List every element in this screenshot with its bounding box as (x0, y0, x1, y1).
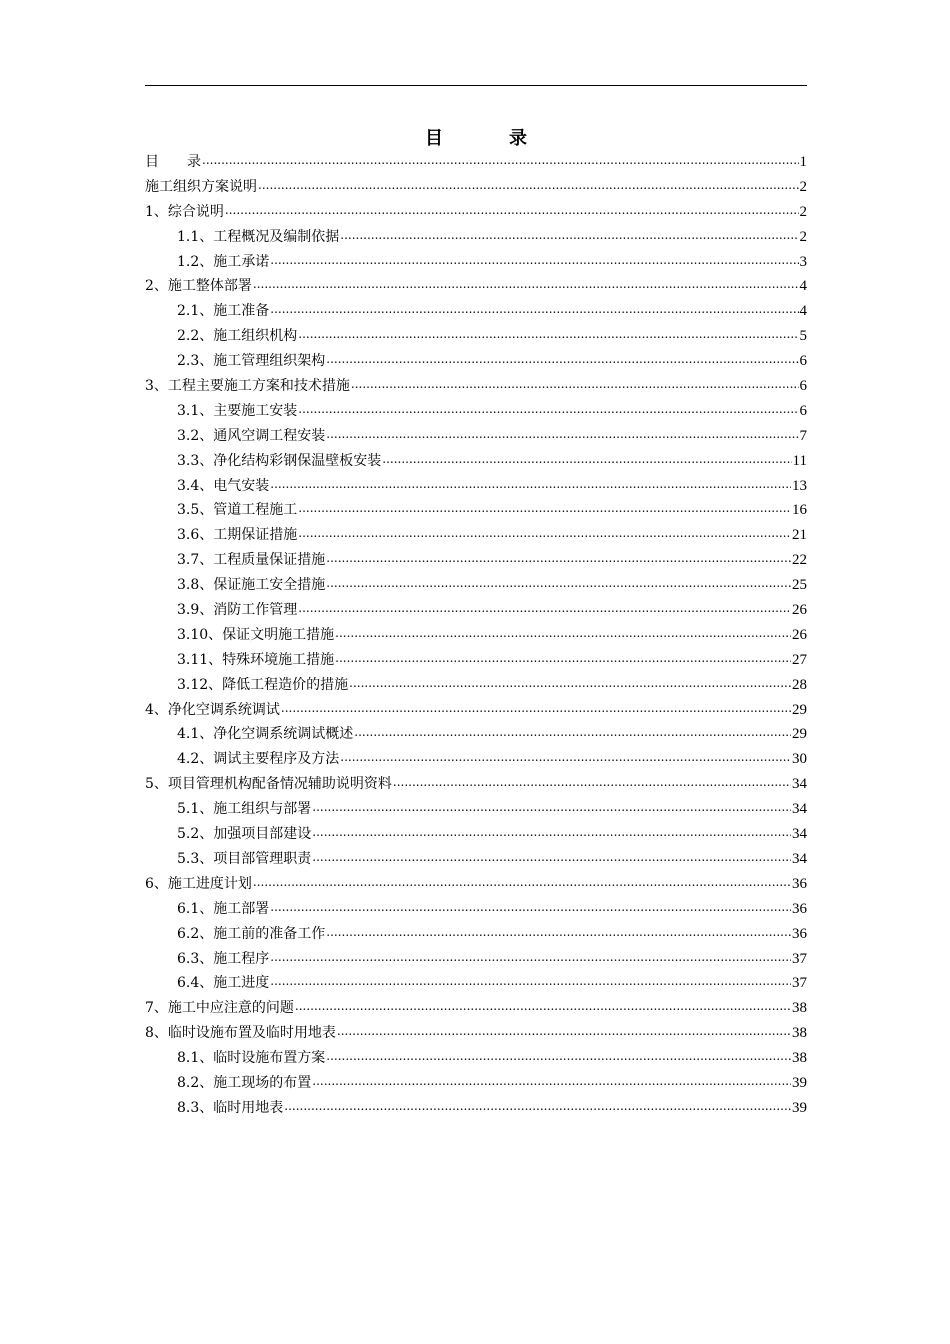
toc-dot-leader (253, 276, 799, 290)
toc-entry-page: 26 (792, 626, 807, 643)
toc-entry-title: 3、工程主要施工方案和技术措施 (145, 378, 350, 395)
toc-dot-leader (354, 724, 791, 738)
toc-dot-leader (312, 824, 791, 838)
toc-dot-leader (326, 575, 791, 589)
toc-entry-title: 8.1、临时设施布置方案 (177, 1050, 326, 1067)
toc-entry-title: 3.5、管道工程施工 (177, 502, 298, 519)
toc-entry-title: 3.2、通风空调工程安装 (177, 427, 326, 444)
toc-entry-title: 7、施工中应注意的问题 (145, 1000, 294, 1017)
toc-entry[interactable] (145, 797, 807, 822)
toc-dot-leader (326, 351, 798, 365)
toc-entry-title: 8.2、施工现场的布置 (177, 1074, 312, 1091)
toc-entry[interactable] (145, 349, 807, 374)
toc-entry-title: 3.4、电气安装 (177, 477, 270, 494)
toc-entry-title: 3.3、净化结构彩钢保温壁板安装 (177, 452, 382, 469)
toc-dot-leader (351, 376, 799, 390)
toc-entry-title: 4、净化空调系统调试 (145, 701, 280, 718)
toc-entry-page: 34 (792, 826, 807, 843)
toc-entry-title: 6.4、施工进度 (177, 975, 270, 992)
toc-entry-title: 1.2、施工承诺 (177, 253, 270, 270)
toc-entry-page: 36 (792, 900, 807, 917)
toc-dot-leader (298, 326, 798, 340)
toc-entry-title: 5、项目管理机构配备情况辅助说明资料 (145, 776, 392, 793)
toc-entry[interactable] (145, 474, 807, 499)
toc-entry[interactable] (145, 523, 807, 548)
toc-entry[interactable] (145, 498, 807, 523)
toc-entry-page: 2 (799, 178, 807, 195)
toc-entry[interactable] (145, 673, 807, 698)
toc-entry-page: 2 (799, 228, 807, 245)
toc-entry[interactable] (145, 598, 807, 623)
toc-entry-title: 1.1、工程概况及编制依据 (177, 228, 340, 245)
toc-entry-page: 37 (792, 950, 807, 967)
toc-entry-title: 5.3、项目部管理职责 (177, 850, 312, 867)
toc-entry-page: 21 (792, 527, 807, 544)
toc-dot-leader (337, 1023, 791, 1037)
toc-entry-title: 3.8、保证施工安全措施 (177, 577, 326, 594)
toc-dot-leader (202, 152, 799, 166)
header-rule (145, 85, 807, 86)
toc-entry[interactable] (145, 698, 807, 723)
toc-entry-title: 6、施工进度计划 (145, 875, 252, 892)
toc-entry-page: 4 (799, 303, 807, 320)
toc-dot-leader (298, 525, 791, 539)
toc-entry[interactable] (145, 1096, 807, 1121)
toc-entry-page: 5 (799, 328, 807, 345)
toc-entry-title: 6.2、施工前的准备工作 (177, 925, 326, 942)
toc-dot-leader (340, 227, 798, 241)
toc-dot-leader (225, 202, 799, 216)
toc-entry-title: 3.10、保证文明施工措施 (177, 626, 335, 643)
toc-entry-page: 36 (792, 925, 807, 942)
toc-dot-leader (253, 874, 791, 888)
toc-entry[interactable] (145, 897, 807, 922)
toc-dot-leader (335, 625, 791, 639)
toc-entry-page: 39 (792, 1074, 807, 1091)
toc-dot-leader (270, 973, 791, 987)
toc-entry[interactable] (145, 922, 807, 947)
toc-entry-title: 3.6、工期保证措施 (177, 527, 298, 544)
toc-entry-title: 3.1、主要施工安装 (177, 402, 298, 419)
toc-entry[interactable] (145, 1071, 807, 1096)
toc-entry-page: 29 (792, 726, 807, 743)
toc-entry-page: 36 (792, 875, 807, 892)
toc-entry-title: 施工组织方案说明 (145, 178, 257, 195)
toc-dot-leader (284, 1098, 791, 1112)
toc-dot-leader (335, 650, 791, 664)
toc-title: 目 录 (425, 128, 551, 149)
toc-dot-leader (312, 1073, 791, 1087)
toc-entry[interactable] (145, 274, 807, 299)
toc-dot-leader (270, 252, 798, 266)
toc-entry[interactable] (145, 648, 807, 673)
toc-entry[interactable] (145, 424, 807, 449)
toc-entry[interactable] (145, 200, 807, 225)
toc-entry[interactable] (145, 175, 807, 200)
toc-entry[interactable] (145, 623, 807, 648)
toc-dot-leader (258, 177, 799, 191)
toc-entry-page: 1 (799, 154, 807, 170)
toc-entry-page: 4 (799, 278, 807, 295)
toc-dot-leader (382, 451, 791, 465)
toc-dot-leader (326, 426, 798, 440)
toc-entry-page: 6 (799, 402, 807, 419)
toc-entry[interactable] (145, 872, 807, 897)
toc-entry-title: 3.12、降低工程造价的措施 (177, 676, 349, 693)
toc-entry[interactable] (145, 399, 807, 424)
toc-entry-title: 2.3、施工管理组织架构 (177, 353, 326, 370)
toc-entry-page: 29 (792, 701, 807, 718)
toc-entry[interactable] (145, 225, 807, 250)
toc-entry-page: 27 (792, 651, 807, 668)
toc-dot-leader (393, 774, 791, 788)
toc-entry-page: 13 (792, 477, 807, 494)
toc-dot-leader (270, 476, 791, 490)
toc-entry-title: 3.9、消防工作管理 (177, 602, 298, 619)
toc-entry-page: 38 (792, 1025, 807, 1042)
toc-entry[interactable] (145, 299, 807, 324)
toc-entry[interactable] (145, 847, 807, 872)
toc-entry-page: 7 (799, 427, 807, 444)
toc-dot-leader (298, 600, 791, 614)
toc-entry-page: 38 (792, 1050, 807, 1067)
toc-entry[interactable] (145, 947, 807, 972)
toc-dot-leader (270, 301, 798, 315)
toc-entry-page: 39 (792, 1099, 807, 1116)
table-of-contents (145, 150, 807, 1121)
toc-dot-leader (298, 500, 791, 514)
toc-entry[interactable] (145, 971, 807, 996)
toc-dot-leader (326, 1048, 791, 1062)
toc-entry-title: 5.2、加强项目部建设 (177, 826, 312, 843)
toc-entry[interactable] (145, 324, 807, 349)
toc-dot-leader (312, 799, 791, 813)
toc-entry-title: 5.1、施工组织与部署 (177, 801, 312, 818)
toc-entry-title: 2.1、施工准备 (177, 303, 270, 320)
toc-dot-leader (281, 700, 791, 714)
toc-dot-leader (298, 401, 798, 415)
toc-entry[interactable] (145, 747, 807, 772)
toc-dot-leader (340, 749, 791, 763)
toc-entry-page: 30 (792, 751, 807, 768)
toc-entry[interactable] (145, 573, 807, 598)
toc-entry-title: 目 录 (145, 154, 201, 170)
toc-entry[interactable] (145, 1046, 807, 1071)
toc-dot-leader (326, 550, 791, 564)
toc-entry[interactable] (145, 772, 807, 797)
toc-entry-title: 1、综合说明 (145, 203, 224, 220)
toc-dot-leader (326, 924, 791, 938)
toc-entry[interactable] (145, 449, 807, 474)
toc-entry-title: 4.2、调试主要程序及方法 (177, 751, 340, 768)
toc-entry[interactable] (145, 150, 807, 175)
toc-entry-title: 3.7、工程质量保证措施 (177, 552, 326, 569)
toc-entry-title: 6.1、施工部署 (177, 900, 270, 917)
toc-entry-page: 11 (792, 452, 807, 469)
toc-dot-leader (349, 675, 791, 689)
toc-entry[interactable] (145, 822, 807, 847)
toc-entry[interactable] (145, 996, 807, 1021)
toc-entry-page: 6 (799, 378, 807, 395)
toc-entry-page: 28 (792, 676, 807, 693)
toc-entry-page: 34 (792, 801, 807, 818)
toc-entry-page: 34 (792, 850, 807, 867)
toc-entry-page: 22 (792, 552, 807, 569)
toc-entry[interactable] (145, 548, 807, 573)
toc-dot-leader (270, 949, 791, 963)
toc-entry[interactable] (145, 1021, 807, 1046)
toc-entry-title: 4.1、净化空调系统调试概述 (177, 726, 354, 743)
toc-entry-page: 26 (792, 602, 807, 619)
toc-entry[interactable] (145, 250, 807, 275)
toc-dot-leader (312, 849, 791, 863)
toc-entry-page: 34 (792, 776, 807, 793)
toc-entry-title: 2、施工整体部署 (145, 278, 252, 295)
toc-dot-leader (270, 899, 791, 913)
toc-entry-page: 37 (792, 975, 807, 992)
toc-entry-page: 25 (792, 577, 807, 594)
toc-entry-page: 6 (799, 353, 807, 370)
toc-entry-page: 2 (799, 203, 807, 220)
toc-entry-page: 38 (792, 1000, 807, 1017)
toc-entry[interactable] (145, 722, 807, 747)
toc-entry-title: 8.3、临时用地表 (177, 1099, 284, 1116)
toc-dot-leader (295, 998, 791, 1012)
toc-entry-title: 6.3、施工程序 (177, 950, 270, 967)
toc-entry-title: 2.2、施工组织机构 (177, 328, 298, 345)
toc-entry[interactable] (145, 374, 807, 399)
toc-entry-title: 8、临时设施布置及临时用地表 (145, 1025, 336, 1042)
toc-entry-page: 3 (799, 253, 807, 270)
toc-entry-page: 16 (792, 502, 807, 519)
toc-entry-title: 3.11、特殊环境施工措施 (177, 651, 335, 668)
